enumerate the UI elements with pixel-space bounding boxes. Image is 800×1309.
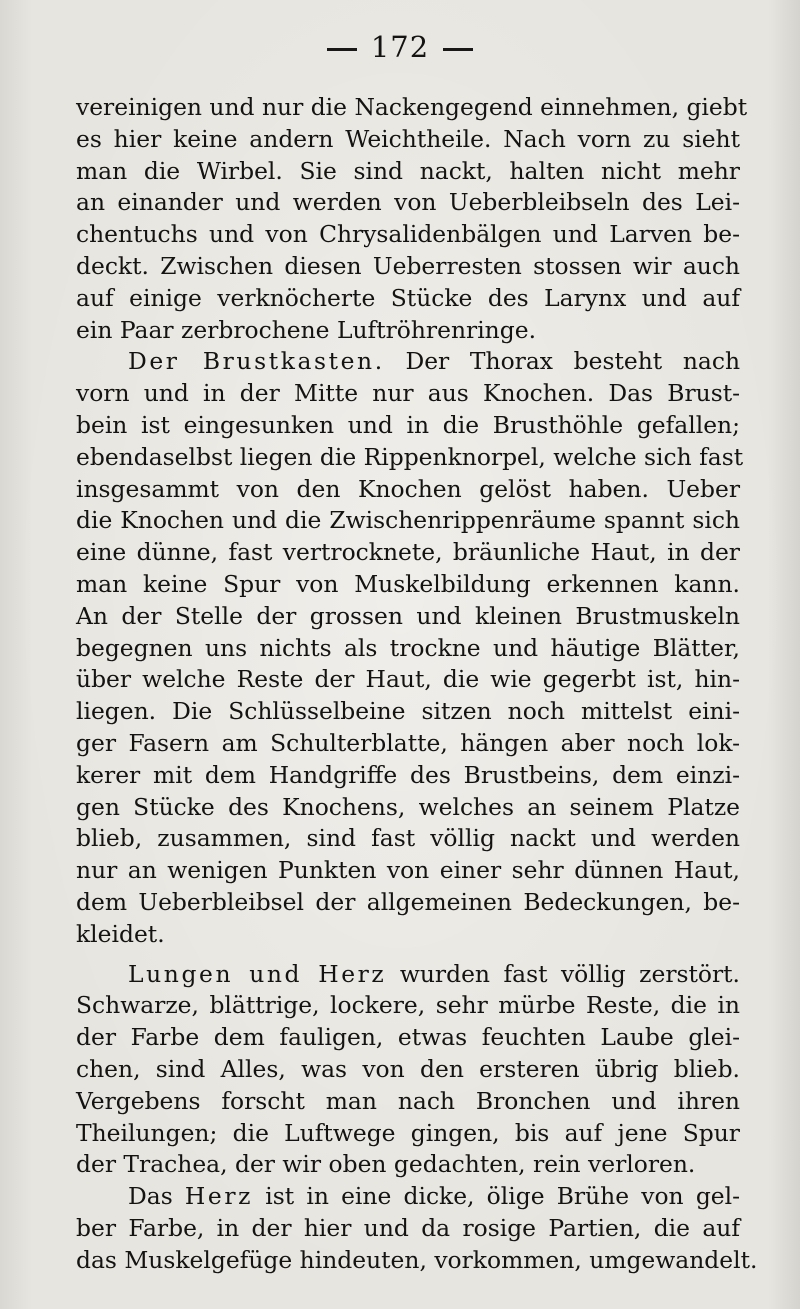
section-heading: Der Brustkasten.: [128, 347, 385, 376]
text-line: blieb, zusammen, sind fast völlig nackt und werden: [76, 824, 740, 853]
heading-line-text: Der Thorax besteht nach: [405, 347, 741, 376]
text-line: Theilungen; die Luftwege gingen, bis auf jene Spur: [76, 1118, 740, 1147]
text-line: [76, 346, 740, 378]
text-line: an einander und werden von Ueberbleibseln des Lei-: [76, 188, 740, 217]
text-line: Schwarze, blättrige, lockere, sehr mürbe Reste, die in: [76, 991, 740, 1020]
body-text: [76, 92, 758, 1276]
section-heading: Lungen und Herz: [128, 959, 387, 988]
text-line: An der Stelle der grossen und kleinen Brustmuskeln: [76, 601, 740, 630]
text-line: das Muskelgefüge hindeuten, vorkommen, umgewandelt.: [76, 1245, 758, 1274]
heading-line-text: ist in eine dicke, ölige Brühe von gel-: [265, 1182, 741, 1211]
text-line: dem Ueberbleibsel der allgemeinen Bedeckungen, be-: [76, 887, 740, 916]
page-header: [0, 30, 800, 64]
text-line: Vergebens forscht man nach Bronchen und ihren: [76, 1086, 740, 1115]
text-line: insgesammt von den Knochen gelöst haben. Ueber: [76, 474, 740, 503]
header-dash-right: [443, 48, 473, 51]
heading-line-text: wurden fast völlig zerstört.: [399, 959, 740, 988]
text-line: es hier keine andern Weichtheile. Nach vorn zu sieht: [76, 124, 740, 153]
text-line: liegen. Die Schlüsselbeine sitzen noch mittelst eini-: [76, 697, 740, 726]
text-line: chen, sind Alles, was von den ersteren übrig blieb.: [76, 1054, 740, 1083]
text-line: ebendaselbst liegen die Rippenknorpel, welche sich fast: [76, 442, 744, 471]
text-line: deckt. Zwischen diesen Ueberresten stossen wir auch: [76, 251, 740, 280]
text-line: chentuchs und von Chrysalidenbälgen und Larven be-: [76, 220, 740, 249]
text-line: eine dünne, fast vertrocknete, bräunliche Haut, in der: [76, 538, 740, 567]
page-number: 172: [370, 30, 430, 64]
text-line: man keine Spur von Muskelbildung erkennen kann.: [76, 569, 740, 598]
text-line: vorn und in der Mitte nur aus Knochen. Das Brust-: [76, 379, 740, 408]
text-line: begegnen uns nichts als trockne und häutige Blätter,: [76, 633, 740, 662]
lead-word: Das: [128, 1182, 173, 1211]
paragraph-1: [76, 92, 748, 346]
text-line: man die Wirbel. Sie sind nackt, halten nicht mehr: [76, 156, 740, 185]
text-line: bein ist eingesunken und in die Brusthöhle gefallen;: [76, 410, 740, 439]
paragraph-lungen-und-herz: [76, 959, 740, 1182]
text-line: die Knochen und die Zwischenrippenräume spannt sich: [76, 506, 740, 535]
text-line: nur an wenigen Punkten von einer sehr dünnen Haut,: [76, 856, 740, 885]
text-line: der Trachea, der wir oben gedachten, rein verloren.: [76, 1150, 696, 1179]
paragraph-brustkasten: [76, 346, 744, 950]
text-line: auf einige verknöcherte Stücke des Larynx und auf: [76, 283, 740, 312]
text-line: kleidet.: [76, 919, 165, 948]
text-line: über welche Reste der Haut, die wie gegerbt ist, hin-: [76, 665, 740, 694]
text-line: kerer mit dem Handgriffe des Brustbeins, dem einzi-: [76, 760, 740, 789]
paragraph-herz: [76, 1181, 758, 1276]
text-line: ger Fasern am Schulterblatte, hängen aber noch lok-: [76, 728, 740, 757]
text-line: [76, 959, 740, 991]
text-line: ber Farbe, in der hier und da rosige Partien, die auf: [76, 1213, 740, 1242]
text-line: der Farbe dem fauligen, etwas feuchten Laube glei-: [76, 1023, 740, 1052]
header-dash-left: [327, 48, 357, 51]
text-line: [76, 1181, 740, 1213]
text-line: vereinigen und nur die Nackengegend einnehmen, giebt: [76, 93, 748, 121]
text-line: gen Stücke des Knochens, welches an seinem Platze: [76, 792, 740, 821]
text-line: ein Paar zerbrochene Luftröhrenringe.: [76, 315, 537, 344]
section-heading: Herz: [184, 1182, 254, 1211]
